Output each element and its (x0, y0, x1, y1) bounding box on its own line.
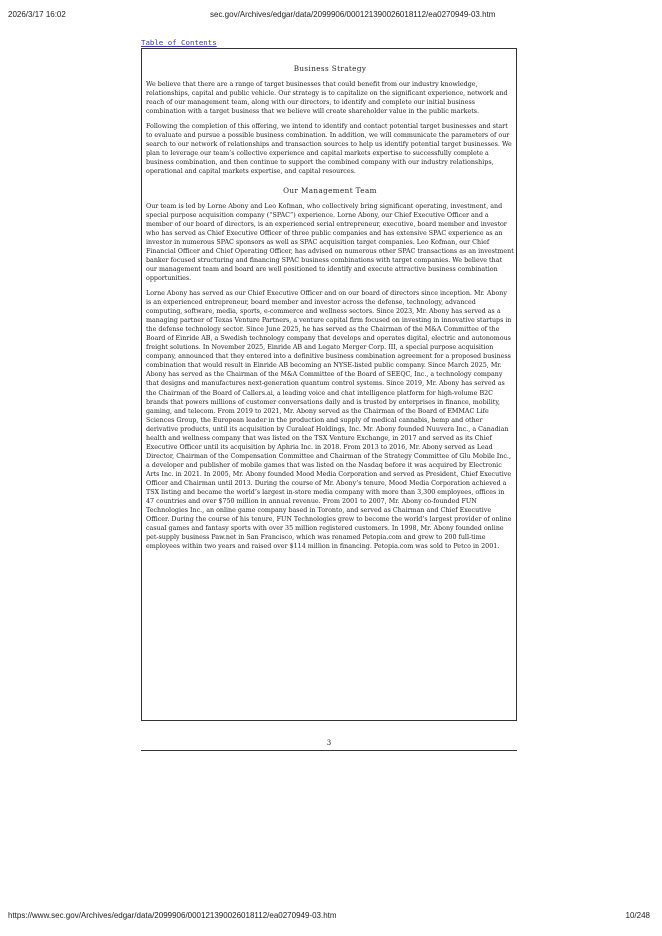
section-heading-business-strategy: Business Strategy (293, 64, 367, 73)
page-divider (141, 750, 517, 751)
print-page-counter: 10/248 (625, 911, 650, 920)
document-frame-bottom (141, 720, 517, 721)
print-page-title: sec.gov/Archives/edgar/data/2099906/000121390026018112/ea0270949-03.htm (210, 10, 496, 19)
paragraph-management-team-1: Our team is led by Lorne Abony and Leo Kofman, who collectively bring significant operating, investment, and special purpose acquisition company (“SPAC”) experience. Lorne Abony, our Chief Executive Officer and a member of our board of directors, is an experienced serial entrepreneur, executive, board member and investor who has served as Chief Executive Officer of three public companies and has extensive SPAC experience as an investor in numerous SPAC sponsors as well as SPAC acquisition target companies. Leo Kofman, our Chief Financial Officer and Chief Operating Officer, has advised on numerous other SPAC transactions as an investment banker focused structuring and financing SPAC business combinations with target companies. We believe that our management team and board are well positioned to identify and execute attractive business combination opportunities. (146, 202, 514, 282)
table-of-contents-link[interactable]: Table of Contents (141, 38, 217, 47)
print-timestamp: 2026/3/17 16:02 (8, 10, 66, 19)
paragraph-business-strategy-1: We believe that there are a range of target businesses that could benefit from our industry knowledge, relationships, capital and public vehicle. Our strategy is to capitalize on the significant experience, network and reach of our management team, along with our directors, to identify and complete our initial business combination with a target business that we believe will create shareholder value in the public markets. (146, 81, 508, 116)
page-number: 3 (326, 739, 332, 747)
document-body (146, 64, 514, 557)
print-footer-url: https://www.sec.gov/Archives/edgar/data/2099906/000121390026018112/ea0270949-03.htm (8, 911, 337, 920)
paragraph-management-team-2: Lorne Abony has served as our Chief Executive Officer and on our board of directors since inception. Mr. Abony is an experienced entrepreneur, board member and investor across the defense, technology, advanced computing, software, media, sports, e-commerce and wellness sectors. Since 2023, Mr. Abony has served as a managing partner of Texas Venture Partners, a venture capital firm focused on investing in innovative startups in the defense technology sector. Since June 2025, he has served as the Chairman of the M&A Committee of the Board of Einride AB, a Swedish technology company that develops and operates digital, electric and autonomous freight solutions. In November 2025, Einride AB and Legato Merger Corp. III, a special purpose acquisition company, announced that they entered into a definitive business combination agreement for a proposed business combination that would result in Einride AB becoming an NYSE-listed public company. Since March 2025, Mr. Abony has served as the Chairman of the M&A Committee of the Board of SEEQC, Inc., a technology company that designs and manufactures next-generation quantum control systems. Since 2019, Mr. Abony has served as the Chairman of the Board of Callers.ai, a leading voice and chat intelligence platform for high-volume B2C brands that powers millions of customer conversations daily and is trusted by enterprises in finance, mobility, gaming, and telecom. From 2019 to 2021, Mr. Abony served as the Chairman of the Board of EMMAC Life Sciences Group, the European leader in the production and supply of medical cannabis, hemp and other derivative products, until its acquisition by Curaleaf Holdings, Inc. Mr. Abony founded Nuuvera Inc., a Canadian health and wellness company that was listed on the TSX Venture Exchange, in 2017 and served as its Chief Executive Officer until its acquisition by Aphria Inc. in 2018. From 2013 to 2016, Mr. Abony served as Lead Director, Chairman of the Compensation Committee and Chairman of the Strategy Committee of Glu Mobile Inc., a developer and publisher of mobile games that was listed on the Nasdaq before it was acquired by Electronic Arts Inc. in 2021. In 2005, Mr. Abony founded Mood Media Corporation and served as President, Chief Executive Officer and Chairman until 2013. During the course of Mr. Abony’s tenure, Mood Media Corporation achieved a TSX listing and became the world’s largest in-store media company with more than 3,300 employees, offices in 47 countries and over $750 million in annual revenue. From 2001 to 2007, Mr. Abony co-founded FUN Technologies Inc., an online game company based in Toronto, and served as Chairman and Chief Executive Officer. During the course of his tenure, FUN Technologies grew to become the world’s largest provider of online casual games and fantasy sports with over 35 million registered customers. In 1998, Mr. Abony founded online pet-supply business Paw.net in San Francisco, which was renamed Petopia.com and grew to 200 full-time employees within two years and raised over $114 million in financing. Petopia.com was sold to Petco in 2001. (146, 289, 512, 551)
section-heading-management-team: Our Management Team (283, 185, 377, 195)
paragraph-business-strategy-2: Following the completion of this offering, we intend to identify and contact potential target businesses and start to evaluate and pursue a possible business combination. In addition, we will communicate the parameters of our search to our network of relationships and transaction sources to help us identify potential target businesses. We plan to leverage our team’s collective experience and capital markets expertise to successfully complete a business combination, and then continue to support the combined company with our industry relationships, operational and capital markets expertise, and capital resources. (146, 123, 512, 176)
